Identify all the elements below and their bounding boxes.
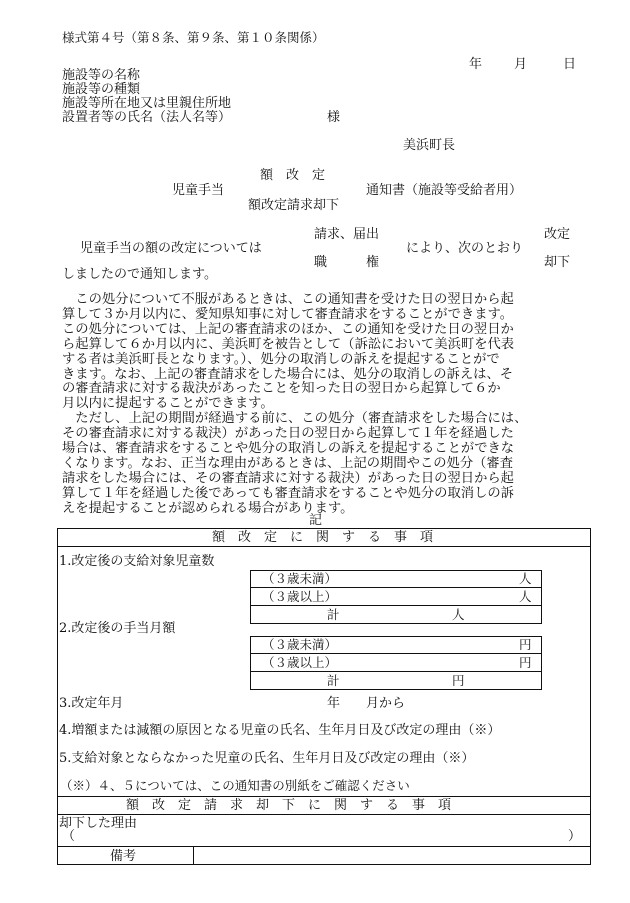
item3-value: 年 月から	[327, 696, 406, 711]
divider	[250, 671, 542, 672]
amount-total-label: 計	[327, 673, 340, 688]
count-total-label: 計	[327, 607, 340, 622]
appeal-line: えを提起することが認められる場合があります。	[62, 500, 354, 516]
item2-label: 2.改定後の手当月額	[59, 621, 176, 636]
appeal-line: その審査請求に対する裁決）があった日の翌日から起算して１年を経過した	[62, 426, 514, 442]
item4-label: 4.増額または減額の原因となる児童の氏名、生年月日及び改定の理由（※）	[59, 723, 501, 738]
appeal-text	[62, 293, 527, 517]
reason-label: 却下した理由	[59, 816, 138, 831]
notice-option-reject: 却下	[544, 255, 571, 270]
appeal-line: この処分については、上記の審査請求のほか、この通知を受けた日の翌日か	[62, 321, 514, 337]
notice-lead: 児童手当の額の改定については	[80, 241, 262, 256]
facility-name-label: 施設等の名称	[62, 68, 141, 83]
appeal-line: きます。なお、上記の審査請求をした場合には、処分の取消しの訴えは、そ	[62, 366, 514, 382]
section2-top-divider	[57, 796, 591, 797]
honorific: 様	[327, 110, 341, 125]
appeal-line: ら起算して６か月以内に、美浜町を被告として（訴訟において美浜町を代表	[62, 336, 515, 352]
divider	[250, 653, 542, 654]
reason-paren-open: （	[62, 829, 76, 844]
notice-option-revise: 改定	[544, 227, 571, 242]
section1-header: 額 改 定 に 関 す る 事 項	[212, 530, 434, 545]
facility-address-label: 施設等所在地又は里親住所地	[62, 96, 232, 111]
appeal-line: 月以内に提起することができます。	[62, 396, 274, 412]
amount-total-unit: 円	[452, 673, 465, 688]
title-suffix: 通知書（施設等受給者用）	[366, 183, 523, 198]
divider	[250, 587, 542, 588]
facility-owner-label: 設置者等の氏名（法人名等）	[62, 110, 232, 125]
remarks-divider	[57, 846, 591, 847]
facility-type-label: 施設等の種類	[62, 82, 141, 97]
amount-under3-label: （３歳未満）	[262, 637, 338, 652]
title-prefix: 児童手当	[172, 183, 225, 198]
issuer: 美浜町長	[403, 138, 456, 153]
section1-header-divider	[57, 546, 591, 547]
notice-option-request: 請求、届出	[314, 227, 380, 242]
remarks-column-divider	[193, 846, 194, 865]
ki-label: 記	[309, 513, 323, 528]
section2-header: 額 改 定 請 求 却 下 に 関 す る 事 項	[126, 798, 452, 813]
date-month: 月	[514, 57, 528, 72]
item5-label: 5.支給対象とならなかった児童の氏名、生年月日及び改定の理由（※）	[59, 751, 475, 766]
appeal-line: ただし、上記の期間が経過する前に、この処分（審査請求をした場合には、	[62, 411, 528, 427]
amount-over3-unit: 円	[519, 655, 532, 670]
date-day: 日	[563, 57, 577, 72]
notice-tail: しましたので通知します。	[62, 267, 217, 282]
divider	[250, 605, 542, 606]
item1-label: 1.改定後の支給対象児童数	[59, 554, 215, 569]
date-year: 年	[469, 57, 483, 72]
count-total-unit: 人	[452, 607, 465, 622]
appeal-line: の審査請求に対する裁決があったことを知った日の翌日から起算して６か	[62, 381, 501, 397]
amount-under3-unit: 円	[519, 637, 532, 652]
form-number: 様式第４号（第８条、第９条、第１０条関係）	[62, 30, 325, 45]
title-option-revision: 額 改 定	[260, 168, 326, 183]
count-under3-unit: 人	[519, 571, 532, 586]
count-over3-label: （３歳以上）	[262, 589, 338, 604]
item3-label: 3.改定年月	[59, 696, 124, 711]
appeal-line: 算して３か月以内に、愛知県知事に対して審査請求をすることができます。	[62, 306, 514, 322]
footnote: （※）４、５については、この通知書の別紙をご確認ください	[60, 778, 410, 793]
appeal-line: する者は美浜町長となります。）、処分の取消しの訴えを提起することがで	[62, 351, 500, 367]
amount-over3-label: （３歳以上）	[262, 655, 338, 670]
appeal-line: 算して１年を経過した後であっても審査請求をすることや処分の取消しの訴	[62, 485, 514, 501]
appeal-line: くなります。なお、正当な理由があるときは、上記の期間やこの処分（審査	[62, 455, 514, 471]
remarks-label: 備考	[110, 849, 137, 864]
count-over3-unit: 人	[519, 589, 532, 604]
appeal-line: この処分について不服があるときは、この通知書を受けた日の翌日から起	[62, 292, 514, 307]
appeal-line: 請求をした場合には、その審査請求に対する裁決）があった日の翌日から起	[62, 470, 514, 486]
notice-mid: により、次のとおり	[406, 241, 524, 256]
reason-paren-close: ）	[568, 829, 582, 844]
section2-header-divider	[57, 814, 591, 815]
appeal-line: 場合は、審査請求をすることや処分の取消しの訴えを提起することができな	[62, 441, 515, 457]
title-option-rejection: 額改定請求却下	[248, 198, 340, 213]
notice-option-authority: 職 権	[314, 255, 380, 270]
count-under3-label: （３歳未満）	[262, 571, 338, 586]
